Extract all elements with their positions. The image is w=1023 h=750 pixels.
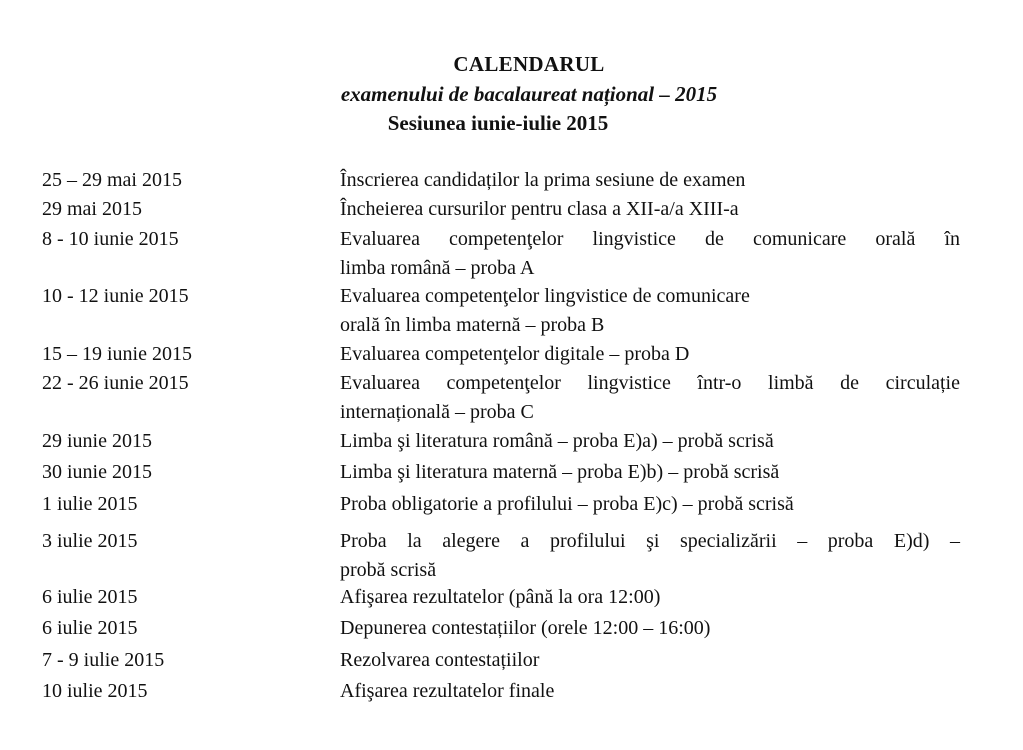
schedule-description-line: internațională – proba C bbox=[340, 401, 534, 423]
schedule-date: 6 iulie 2015 bbox=[42, 617, 138, 639]
schedule-date: 29 mai 2015 bbox=[42, 198, 142, 220]
schedule-description bbox=[340, 340, 960, 369]
schedule-description-line: Evaluarea competenţelor digitale – proba D bbox=[340, 343, 690, 365]
schedule-description bbox=[340, 166, 960, 195]
schedule-description bbox=[340, 369, 960, 427]
schedule-description bbox=[340, 583, 960, 612]
schedule-description-line: Limba şi literatura maternă – proba E)b) – probă scrisă bbox=[340, 461, 780, 483]
schedule-date: 7 - 9 iulie 2015 bbox=[42, 649, 165, 671]
schedule-description-line: Evaluarea competenţelor lingvistice de comunicare bbox=[340, 285, 750, 307]
schedule-description-line: Înscrierea candidaților la prima sesiune de examen bbox=[340, 169, 746, 191]
schedule-description-line: Limba şi literatura română – proba E)a) – probă scrisă bbox=[340, 430, 774, 452]
schedule-date: 6 iulie 2015 bbox=[42, 586, 138, 608]
schedule-description bbox=[340, 646, 960, 675]
schedule-description bbox=[340, 527, 960, 585]
schedule-description bbox=[340, 195, 960, 224]
schedule-date: 25 – 29 mai 2015 bbox=[42, 169, 182, 191]
schedule-description-line: Depunerea contestațiilor (orele 12:00 – 16:00) bbox=[340, 617, 711, 639]
schedule-date: 15 – 19 iunie 2015 bbox=[42, 343, 192, 365]
schedule-description-line: orală în limba maternă – proba B bbox=[340, 314, 605, 336]
schedule-description bbox=[340, 458, 960, 487]
document-title: CALENDARUL bbox=[453, 52, 605, 76]
schedule-description bbox=[340, 427, 960, 456]
schedule-date: 1 iulie 2015 bbox=[42, 493, 138, 515]
document-subtitle: examenului de bacalaureat național – 2015 bbox=[340, 82, 718, 106]
schedule-description bbox=[340, 225, 960, 283]
schedule-date: 8 - 10 iunie 2015 bbox=[42, 228, 179, 250]
schedule-description-line: Afişarea rezultatelor finale bbox=[340, 680, 555, 702]
schedule-description-line: Proba obligatorie a profilului – proba E)c) – probă scrisă bbox=[340, 493, 794, 515]
schedule-description-line: Evaluarea competenţelor lingvistice într-o limbă de circulație bbox=[340, 372, 960, 394]
schedule-date: 22 - 26 iunie 2015 bbox=[42, 372, 189, 394]
schedule-date: 3 iulie 2015 bbox=[42, 530, 138, 552]
schedule-description bbox=[340, 282, 960, 340]
schedule-date: 10 - 12 iunie 2015 bbox=[42, 285, 189, 307]
schedule-date: 10 iulie 2015 bbox=[42, 680, 148, 702]
schedule-description-line: limba română – proba A bbox=[340, 257, 535, 279]
schedule-description bbox=[340, 614, 960, 643]
schedule-description bbox=[340, 490, 960, 519]
schedule-description-line: Afişarea rezultatelor (până la ora 12:00) bbox=[340, 586, 661, 608]
schedule-description bbox=[340, 677, 960, 706]
schedule-description-line: Rezolvarea contestațiilor bbox=[340, 649, 540, 671]
schedule-description-line: probă scrisă bbox=[340, 559, 437, 581]
schedule-description-line: Încheierea cursurilor pentru clasa a XII-a/a XIII-a bbox=[340, 198, 739, 220]
session-heading: Sesiunea iunie-iulie 2015 bbox=[387, 111, 609, 135]
schedule-description-line: Evaluarea competenţelor lingvistice de comunicare orală în bbox=[340, 228, 960, 250]
schedule-description-line: Proba la alegere a profilului şi specializării – proba E)d) – bbox=[340, 530, 960, 552]
schedule-date: 29 iunie 2015 bbox=[42, 430, 152, 452]
schedule-date: 30 iunie 2015 bbox=[42, 461, 152, 483]
